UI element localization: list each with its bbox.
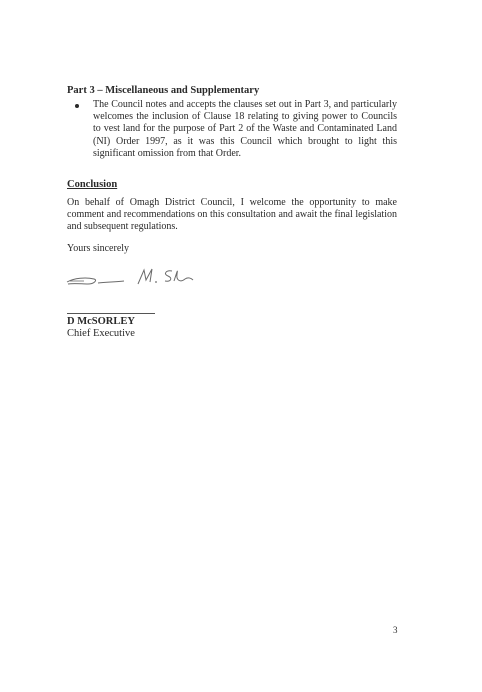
signatory-name: D McSORLEY [67,316,135,327]
closing-salutation: Yours sincerely [67,243,130,254]
signatory-title: Chief Executive [67,328,135,339]
bullet-marker-icon [75,104,79,108]
conclusion-paragraph: On behalf of Omagh District Council, I welcome the opportunity to make comment and recommendations on this consultation and await the final legislation and subsequent regulations. [67,197,397,233]
section-heading: Part 3 – Miscellaneous and Supplementary [67,85,260,96]
signature-line [67,313,155,314]
conclusion-heading: Conclusion [67,179,118,190]
bullet-item: The Council notes and accepts the clauses set out in Part 3, and particularly welcomes the inclusion of Clause 18 relating to giving power to Councils to vest land for the purpose of Part 2 of the Waste and Contaminated Land (NI) Order 1997, as it was this Council which brought to light this significant omission from that Order. [93,99,397,159]
page-number: 3 [393,625,398,635]
handwritten-signature [64,262,194,290]
